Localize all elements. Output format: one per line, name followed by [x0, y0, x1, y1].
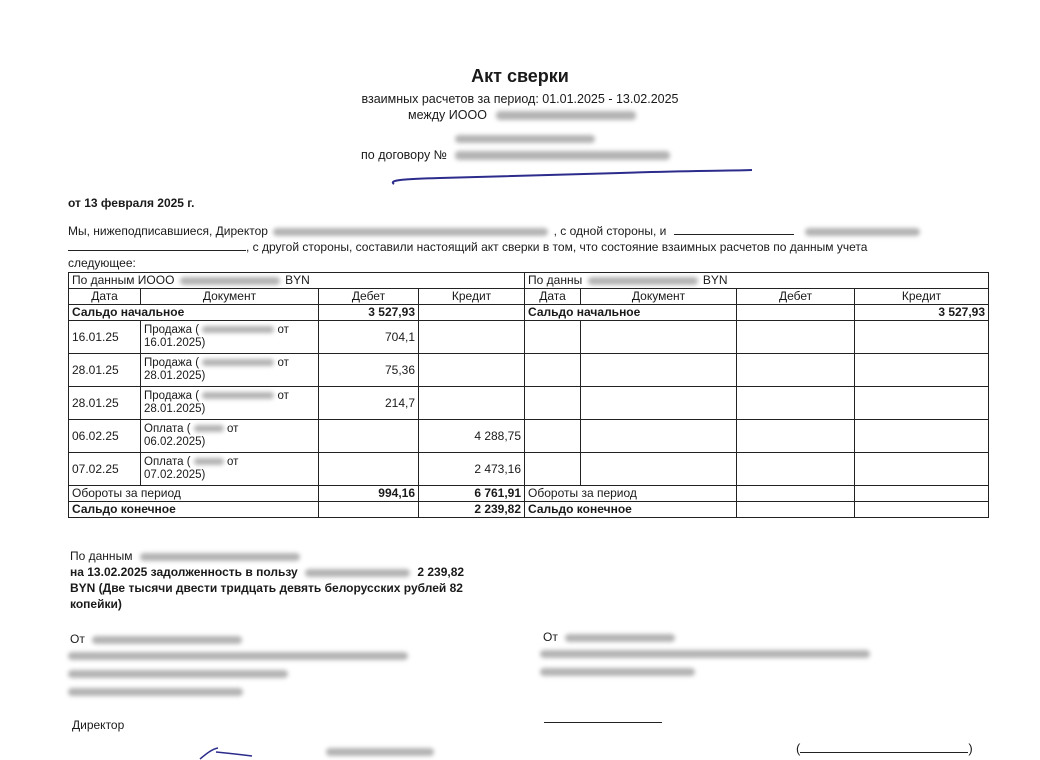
- table-column-headers: [69, 289, 989, 305]
- table-header-parties: [69, 273, 989, 289]
- contract-line: [361, 148, 670, 162]
- opening-balance-row: [69, 305, 989, 321]
- intro-line-2: [68, 240, 867, 254]
- closing-label-right: Сальдо конечное: [525, 502, 737, 518]
- turnover-row: [69, 486, 989, 502]
- redacted-line: [455, 130, 595, 148]
- opening-left-debit: 3 527,93: [319, 305, 419, 321]
- intro-text-a: Мы, нижеподписавшиеся, Директор: [68, 224, 268, 238]
- right-signature-line: [544, 722, 662, 723]
- turnover-debit: 994,16: [319, 486, 419, 502]
- left-party-header: По данным ИООО BYN: [69, 273, 525, 289]
- opening-label-right: Сальдо начальное: [525, 305, 737, 321]
- conclusion-line-3: BYN (Две тысячи двести тридцать девять белорусских рублей 82: [70, 581, 463, 595]
- turnover-label-right: Обороты за период: [525, 486, 737, 502]
- col-debit: Дебет: [319, 289, 419, 305]
- closing-label: Сальдо конечное: [69, 502, 319, 518]
- director-label: Директор: [72, 718, 125, 732]
- table-row: 06.02.25 Оплата ( от 06.02.2025) 4 288,75: [69, 420, 989, 453]
- right-signature-paren: ( ): [796, 741, 973, 756]
- left-redacted-block: [68, 652, 408, 696]
- left-from-line: От: [70, 632, 242, 646]
- col-date: Дата: [69, 289, 141, 305]
- table-row: 07.02.25 Оплата ( от 07.02.2025) 2 473,16: [69, 453, 989, 486]
- period-line: взаимных расчетов за период: 01.01.2025 - 13.02.2025: [361, 92, 679, 106]
- between-line: [408, 108, 636, 122]
- signature-stroke: [196, 744, 256, 760]
- pen-stroke: [380, 162, 760, 190]
- document-title: Акт сверки: [471, 66, 569, 86]
- debt-amount: 2 239,82: [417, 565, 465, 579]
- redacted-company: [496, 111, 636, 120]
- intro-line-1: [68, 224, 988, 238]
- right-party-header: По данны BYN: [525, 273, 989, 289]
- closing-credit: 2 239,82: [419, 502, 525, 518]
- redacted-counterparty: [805, 228, 920, 236]
- col-credit: Кредит: [419, 289, 525, 305]
- reconciliation-table: [68, 272, 989, 518]
- table-row: 28.01.25 Продажа ( от 28.01.2025) 75,36: [69, 354, 989, 387]
- conclusion-line-2: на 13.02.2025 задолженность в пользу 2 239,82: [70, 565, 465, 579]
- closing-balance-row: [69, 502, 989, 518]
- conclusion-line-4: копейки): [70, 597, 122, 611]
- right-redacted-block: [540, 650, 870, 676]
- col-document-right: Документ: [581, 289, 737, 305]
- redacted-director: [273, 228, 548, 236]
- opening-label: Сальдо начальное: [69, 305, 319, 321]
- turnover-label: Обороты за период: [69, 486, 319, 502]
- intro-text-b: , с одной стороны, и: [553, 224, 667, 238]
- table-row: 16.01.25 Продажа ( от 16.01.2025) 704,1: [69, 321, 989, 354]
- col-date-right: Дата: [525, 289, 581, 305]
- redacted-contract: [455, 151, 670, 160]
- col-debit-right: Дебет: [737, 289, 855, 305]
- intro-text-c: , с другой стороны, составили настоящий акт сверки в том, что состояние взаимных расчетов по данным учета: [246, 240, 868, 254]
- opening-right-credit: 3 527,93: [855, 305, 989, 321]
- intro-line-3: следующее:: [68, 256, 136, 270]
- right-from-line: От: [543, 630, 675, 644]
- conclusion-line-1: По данным: [70, 549, 300, 563]
- col-credit-right: Кредит: [855, 289, 989, 305]
- act-date: от 13 февраля 2025 г.: [68, 196, 195, 210]
- redacted-signature-name: [326, 748, 434, 756]
- col-document: Документ: [141, 289, 319, 305]
- table-row: 28.01.25 Продажа ( от 28.01.2025) 214,7: [69, 387, 989, 420]
- contract-label: по договору №: [361, 148, 448, 162]
- between-label: между ИООО: [408, 108, 487, 122]
- turnover-credit: 6 761,91: [419, 486, 525, 502]
